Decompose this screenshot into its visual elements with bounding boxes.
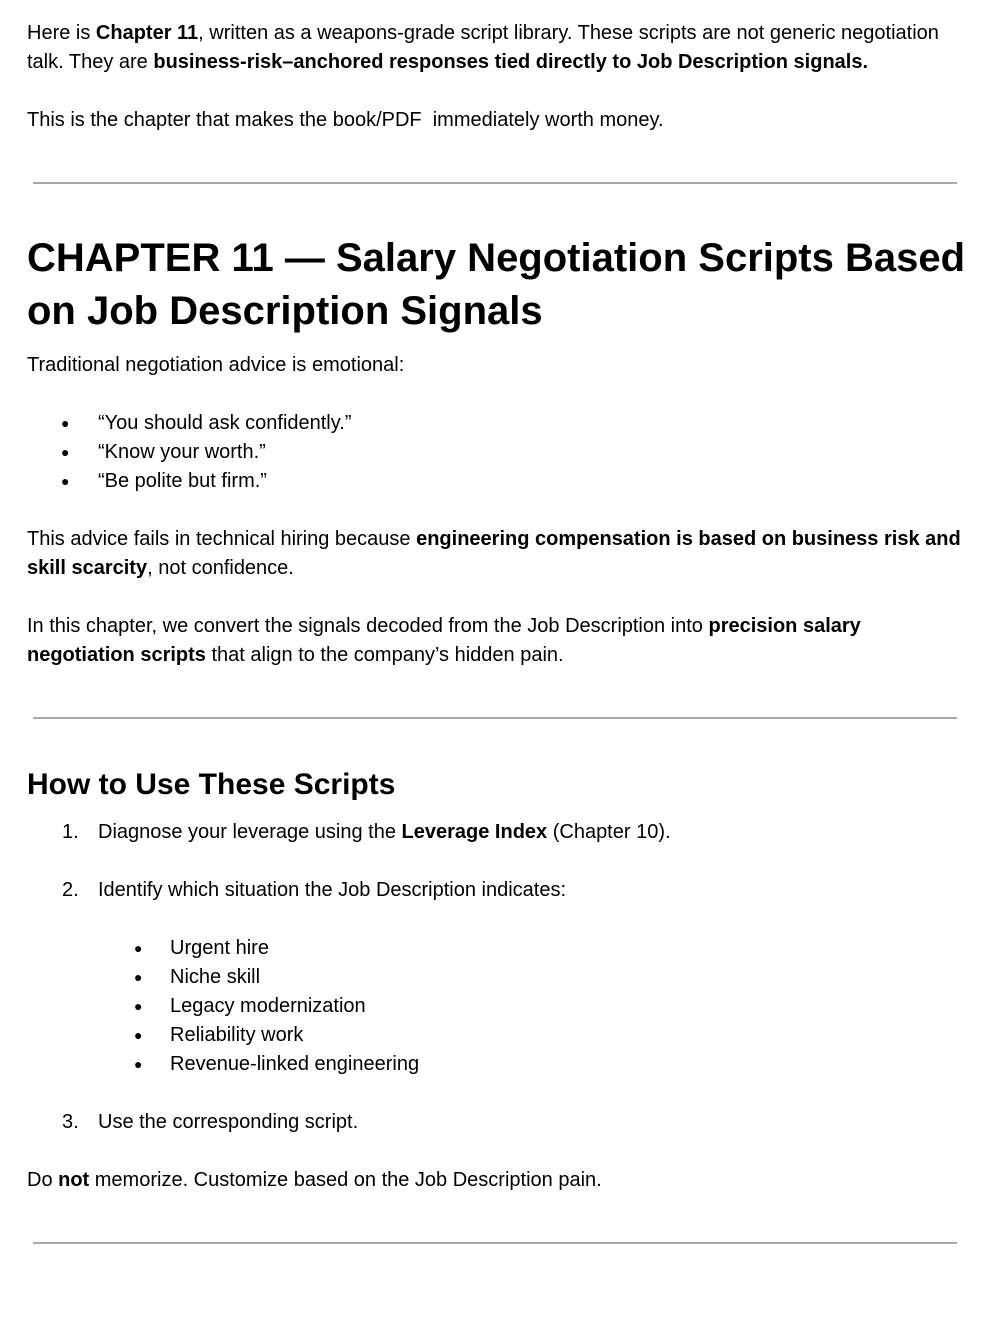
text: (Chapter 10). [547, 821, 671, 843]
bold-text: engineering compensation is based on business risk and skill scarcity [27, 528, 961, 579]
bold-text: precision salary negotiation scripts [27, 615, 861, 666]
section-title: How to Use These Scripts [27, 768, 396, 801]
body-paragraph [27, 612, 967, 670]
text: memorize. Customize based on the Job Description pain. [89, 1169, 602, 1191]
text: Do [27, 1169, 59, 1191]
step-item [27, 1108, 967, 1137]
intro-paragraph [27, 19, 967, 77]
divider [33, 1242, 957, 1244]
text: Diagnose your leverage using the [98, 821, 402, 843]
text: Identify which situation the Job Description indicates: [98, 879, 567, 901]
body-paragraph [27, 525, 967, 583]
lead-paragraph: Traditional negotiation advice is emotional: [27, 354, 405, 376]
bold-text: Chapter 11 [95, 22, 199, 44]
list-item: ● “Be polite but firm.” [27, 467, 967, 496]
text: , written as a weapons-grade script library. These scripts are not generic negotiation talk. They are [27, 22, 939, 73]
text: , not confidence. [147, 557, 294, 579]
list-item: ● Urgent hire [27, 934, 967, 963]
list-item: ● Niche skill [27, 963, 967, 992]
list-item: ● “Know your worth.” [27, 438, 967, 467]
list-item: ● Revenue-linked engineering [27, 1050, 967, 1079]
text: This advice fails in technical hiring because [27, 528, 417, 550]
step-number: 1. [62, 821, 79, 843]
text: In this chapter, we convert the signals decoded from the Job Description into [27, 615, 709, 637]
divider [33, 182, 957, 184]
closing-paragraph [27, 1166, 967, 1195]
text: Use the corresponding script. [98, 1111, 359, 1133]
steps-list [27, 818, 967, 1137]
advice-list [27, 409, 967, 496]
step-item [27, 818, 967, 847]
divider [33, 717, 957, 719]
bold-text: not [58, 1169, 90, 1191]
step-number: 3. [62, 1111, 79, 1133]
bold-text: Leverage Index [401, 821, 548, 843]
list-item: ● Reliability work [27, 1021, 967, 1050]
step-number: 2. [62, 879, 79, 901]
bold-text: business-risk–anchored responses tied directly to Job Description signals. [153, 51, 869, 73]
chapter-title: CHAPTER 11 — Salary Negotiation Scripts Based on Job Description Signals [27, 236, 966, 333]
step-item [27, 876, 967, 1079]
list-item: ● “You should ask confidently.” [27, 409, 967, 438]
situation-list [98, 934, 967, 1079]
text: Here is [27, 22, 96, 44]
intro-paragraph-2: This is the chapter that makes the book/PDF immediately worth money. [27, 109, 664, 131]
list-item: ● Legacy modernization [27, 992, 967, 1021]
text: that align to the company’s hidden pain. [205, 644, 564, 666]
